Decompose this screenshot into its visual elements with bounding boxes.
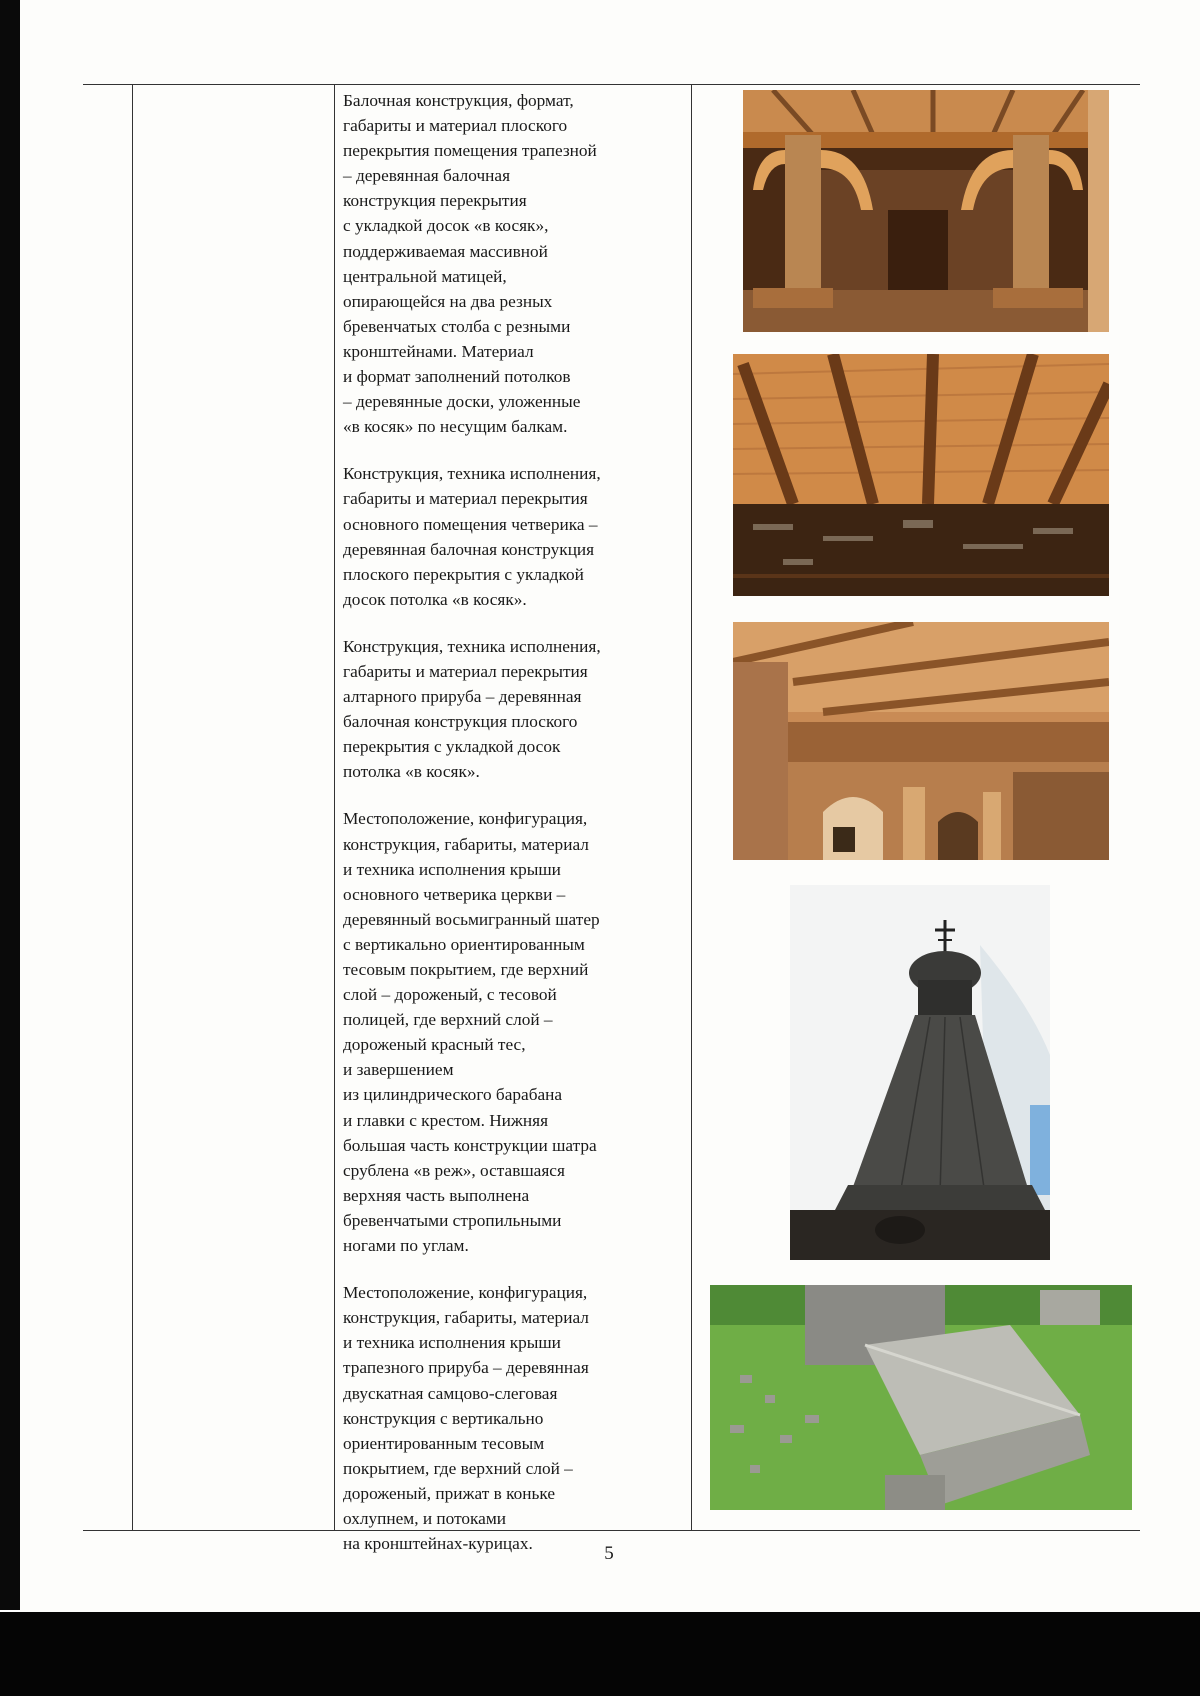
table-top-border <box>83 84 1140 85</box>
paragraph-altar-ceiling: Конструкция, техника исполнения, габариты и материал перекрытия алтарного прируба – деревянная балочная конструкция плоского перекрытия с укладкой досок потолка «в косяк». <box>343 636 601 782</box>
paragraph-chetverik-ceiling: Конструкция, техника исполнения, габариты и материал перекрытия основного помещения четверика – деревянная балочная конструкция плоского перекрытия с укладкой досок потолка «в косяк». <box>343 464 601 609</box>
paragraph-refectory-ceiling: Балочная конструкция, формат, габариты и материал плоского перекрытия помещения трапезной – деревянная балочная конструкция перекрытия с укладкой досок «в косяк», поддерживаемая массивной центральной матицей, опирающейся на два резных бревенчатых столба с резными кронштейнами. Материал и формат заполнений потолков – деревянные доски, уложенные «в косяк» по несущим балкам. <box>343 91 597 437</box>
scan-edge-bottom <box>0 1612 1200 1696</box>
table-col-border-1 <box>132 84 133 1530</box>
table-col-border-3 <box>691 84 692 1530</box>
photo-chetverik-ceiling <box>733 354 1109 596</box>
paragraph-tent-roof: Местоположение, конфигурация, конструкция, габариты, материал и техника исполнения крыши основного четверика церкви – деревянный восьмигранный шатер с вертикально ориентированным тесовым покрытием, где верхний слой – дороженый, с тесовой полицей, где верхний слой – дороженый красный тес, и завершением из цилиндрического барабана и главки с крестом. Нижняя большая часть конструкции шатра срублена «в реж», оставшаяся верхняя часть выполнена бревенчатыми стропильными ногами по углам. <box>343 809 600 1256</box>
photo-tent-roof <box>790 885 1050 1260</box>
photo-altar-ceiling <box>733 622 1109 860</box>
scan-edge-left <box>0 0 20 1610</box>
photo-refectory-interior <box>743 90 1109 332</box>
page-number: 5 <box>604 1543 614 1564</box>
table-col-border-2 <box>334 84 335 1530</box>
description-column <box>343 88 683 1578</box>
photo-refectory-roof-aerial <box>710 1285 1132 1510</box>
paragraph-refectory-roof: Местоположение, конфигурация, конструкция, габариты, материал и техника исполнения крыши трапезного прируба – деревянная двускатная самцово-слеговая конструкция с вертикально ориентированным тесовым покрытием, где верхний слой – дороженый, прижат в коньке охлупнем, и потоками на кронштейнах-курицах. <box>343 1283 589 1554</box>
